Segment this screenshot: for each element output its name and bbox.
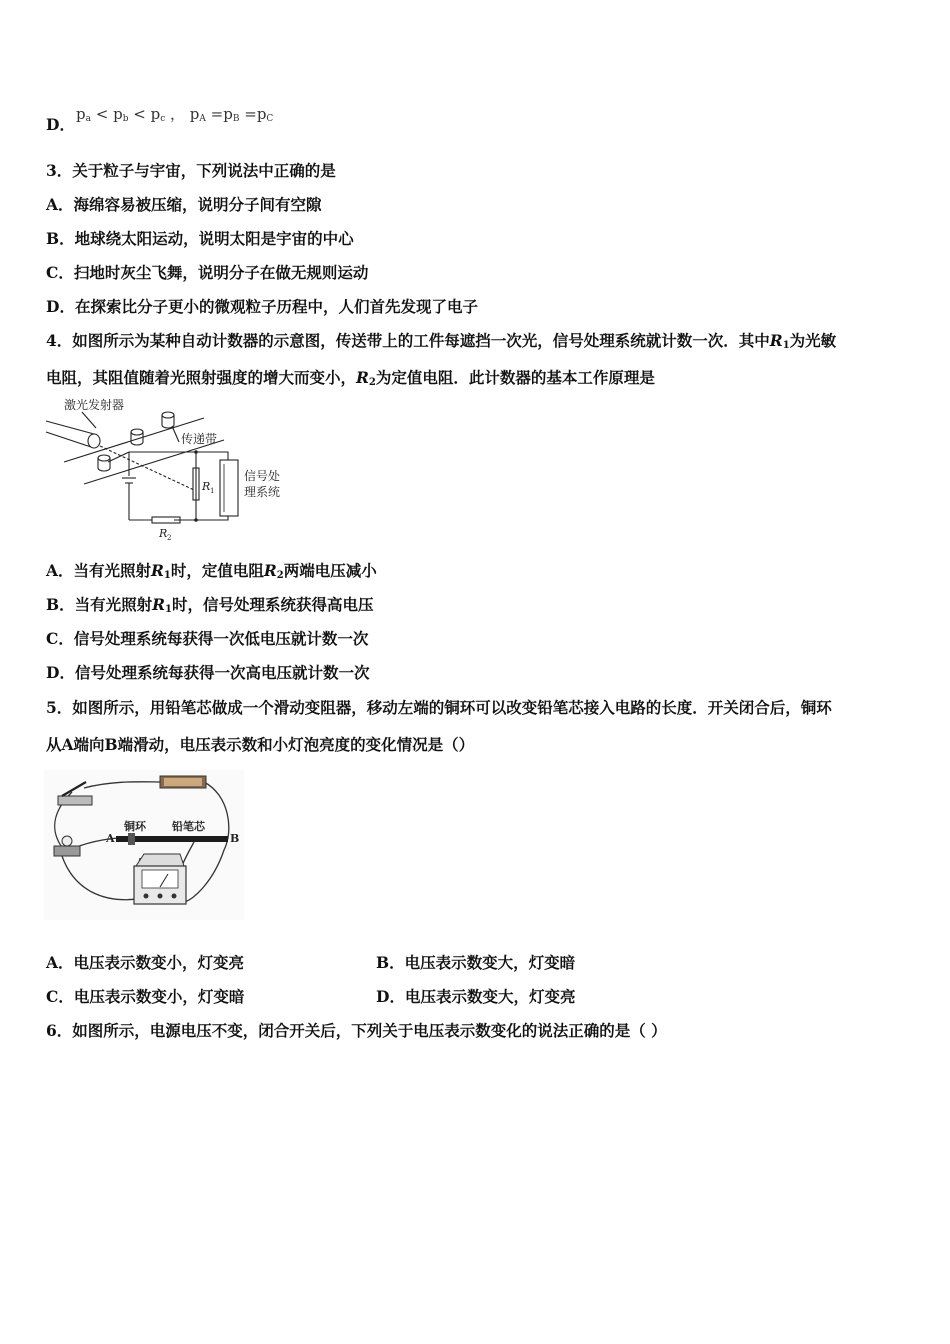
workpiece-1 <box>98 455 110 461</box>
label-ring: 铜环 <box>124 820 146 833</box>
label-core: 铅笔芯 <box>172 820 205 833</box>
q3-option-c: C．扫地时灰尘飞舞，说明分子在做无规则运动 <box>46 263 369 282</box>
laser-beam <box>100 446 194 490</box>
switch-base <box>58 796 92 805</box>
q2-option-d-label: D． <box>46 115 75 134</box>
q2-option-d-formula: $p_a < p_b < p_c$ ， $p_A =p_B =p_C$ <box>76 105 274 124</box>
q5-stem-line1: 5．如图所示，用铅笔芯做成一个滑动变阻器，移动左端的铜环可以改变铅笔芯接入电路的长度．开关闭合后，铜环 <box>46 698 832 717</box>
q4-option-d: D．信号处理系统每获得一次高电压就计数一次 <box>46 663 370 682</box>
q4-stem-line1: 4．如图所示为某种自动计数器的示意图，传送带上的工件每遮挡一次光，信号处理系统就计数一次．其中$R_1$为光敏 <box>46 331 837 351</box>
q3-stem: 3．关于粒子与宇宙，下列说法中正确的是 <box>46 161 336 180</box>
belt-label: 传递带 <box>181 432 218 446</box>
q5-stem-line2: 从A端向B端滑动，电压表示数和小灯泡亮度的变化情况是（） <box>46 735 475 754</box>
r2-label: R <box>159 527 168 540</box>
belt-bottom-edge <box>84 440 224 484</box>
laser-emitter-end <box>88 434 100 448</box>
label-b: B <box>230 832 240 845</box>
laser-label: 激光发射器 <box>64 398 125 412</box>
laser-tube-bottom <box>46 432 91 447</box>
voltmeter-dial <box>142 870 178 888</box>
r2-sub: 2 <box>167 534 172 542</box>
q5-option-d: D．电压表示数变大，灯变亮 <box>376 987 576 1006</box>
workpiece-2 <box>131 429 143 435</box>
workpiece-3 <box>162 412 174 418</box>
laser-tube-top <box>46 421 94 434</box>
r1-label: R <box>202 480 211 493</box>
q5-option-b: B．电压表示数变大，灯变暗 <box>376 953 576 972</box>
q4-counter-diagram <box>44 396 300 544</box>
q4-option-a: A．当有光照射$R_1$时，定值电阻$R_2$两端电压减小 <box>46 561 377 581</box>
copper-ring <box>128 833 135 845</box>
signal-processor-box <box>220 460 238 516</box>
q3-option-b: B．地球绕太阳运动，说明太阳是宇宙的中心 <box>46 229 354 248</box>
q4-stem-line2: 电阻，其阻值随着光照射强度的增大而变小，$R_2$为定值电阻．此计数器的基本工作原理是 <box>46 368 655 388</box>
voltmeter-top <box>136 854 184 866</box>
r1-sub: 1 <box>210 487 215 495</box>
q6-stem: 6．如图所示，电源电压不变，闭合开关后，下列关于电压表示数变化的说法正确的是（ ） <box>46 1021 667 1040</box>
q5-option-a: A．电压表示数变小，灯变亮 <box>46 953 245 972</box>
label-a: A <box>106 832 115 845</box>
lamp-holder <box>54 846 80 856</box>
lamp-bulb <box>62 836 72 846</box>
q5-option-c: C．电压表示数变小，灯变暗 <box>46 987 245 1006</box>
q3-option-a: A．海绵容易被压缩，说明分子间有空隙 <box>46 195 322 214</box>
q3-option-d: D．在探索比分子更小的微观粒子历程中，人们首先发现了电子 <box>46 297 478 316</box>
q4-option-b: B．当有光照射$R_1$时，信号处理系统获得高电压 <box>46 595 374 615</box>
q5-pencil-rheostat-photo <box>44 770 244 920</box>
signal-label-2: 理系统 <box>244 485 281 499</box>
q4-option-c: C．信号处理系统每获得一次低电压就计数一次 <box>46 629 369 648</box>
signal-label-1: 信号处 <box>244 469 281 483</box>
